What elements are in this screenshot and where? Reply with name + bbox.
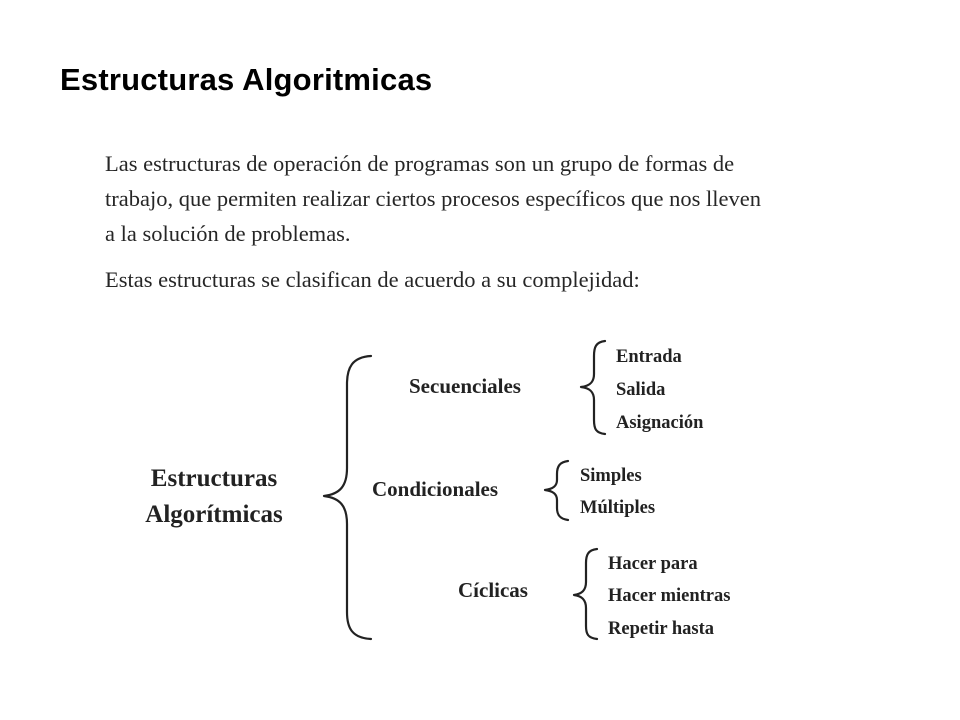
intro-line: Las estructuras de operación de programas son un grupo de formas de (105, 151, 735, 176)
slide-title: Estructuras Algoritmicas (60, 62, 433, 97)
category-item: Asignación (616, 413, 704, 433)
root-brace (324, 356, 371, 639)
category-brace (581, 341, 605, 434)
category-item: Entrada (616, 347, 682, 367)
category-condicionales (372, 461, 655, 520)
category-label: Secuenciales (409, 374, 521, 398)
category-ciclicas (458, 549, 730, 639)
category-secuenciales (409, 341, 704, 434)
root-label-line: Algorítmicas (145, 501, 283, 528)
category-label: Condicionales (372, 477, 499, 501)
root-node (145, 465, 283, 528)
root-label-line: Estructuras (150, 465, 278, 492)
intro-line: trabajo, que permiten realizar ciertos procesos específicos que nos lleven (105, 186, 761, 211)
category-item: Salida (616, 380, 666, 400)
category-item: Múltiples (580, 498, 656, 518)
intro-line: a la solución de problemas. (105, 221, 351, 246)
category-item: Repetir hasta (608, 619, 715, 639)
category-brace (574, 549, 597, 639)
category-item: Hacer para (608, 554, 698, 574)
category-item: Hacer mientras (608, 586, 731, 606)
category-label: Cíclicas (458, 578, 528, 602)
classification-line: Estas estructuras se clasifican de acuerdo a su complejidad: (105, 267, 640, 292)
category-item: Simples (580, 466, 642, 486)
category-brace (545, 461, 568, 520)
